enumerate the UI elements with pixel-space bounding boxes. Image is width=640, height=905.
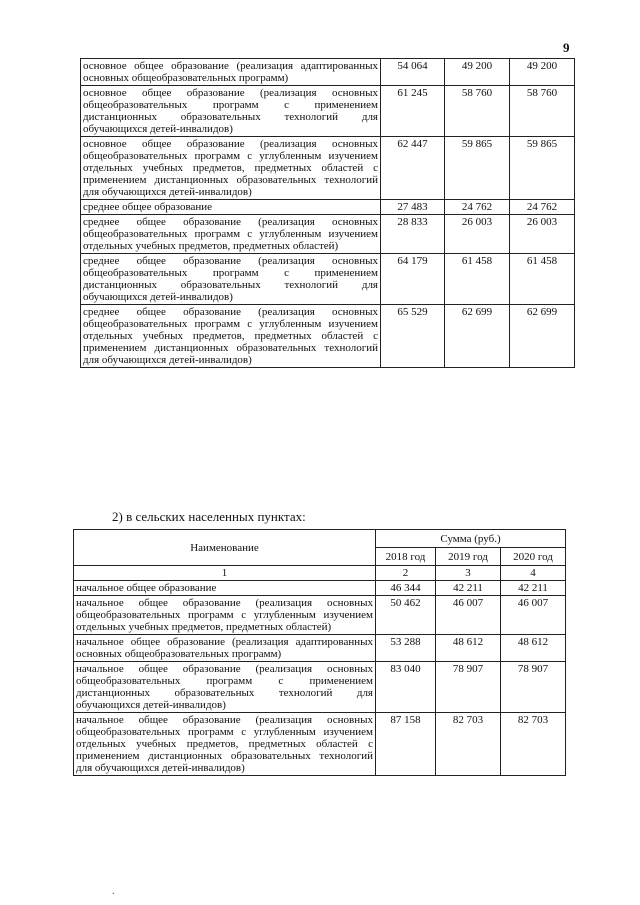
column-numbering-row — [74, 566, 566, 581]
value-2018-cell: 62 447 — [381, 137, 445, 200]
value-2019-cell: 49 200 — [445, 59, 510, 86]
table-row — [81, 137, 575, 200]
value-2018-cell: 46 344 — [376, 581, 436, 596]
column-header-2019: 2019 год — [436, 548, 501, 566]
value-2018-cell: 87 158 — [376, 713, 436, 776]
value-2019-cell: 82 703 — [436, 713, 501, 776]
value-2018-cell: 61 245 — [381, 86, 445, 137]
table-row — [81, 200, 575, 215]
value-2019-cell: 62 699 — [445, 305, 510, 368]
row-name-cell: начальное общее образование (реализация адаптированных основных общеобразовательных программ) — [74, 635, 376, 662]
table-row — [81, 215, 575, 254]
value-2019-cell: 59 865 — [445, 137, 510, 200]
value-2020-cell: 42 211 — [501, 581, 566, 596]
value-2019-cell: 26 003 — [445, 215, 510, 254]
row-name-cell: среднее общее образование (реализация основных общеобразовательных программ с углубленным изучением отдельных учебных предметов, предметных областей с применением дистанционных образовательных технологий для обучающихся детей-инвалидов) — [81, 305, 381, 368]
value-2018-cell: 28 833 — [381, 215, 445, 254]
value-2020-cell: 62 699 — [510, 305, 575, 368]
value-2018-cell: 50 462 — [376, 596, 436, 635]
value-2020-cell: 82 703 — [501, 713, 566, 776]
value-2019-cell: 58 760 — [445, 86, 510, 137]
column-header-sum: Сумма (руб.) — [376, 530, 566, 548]
row-name-cell: среднее общее образование (реализация основных общеобразовательных программ с применением дистанционных образовательных технологий для обучающихся детей-инвалидов) — [81, 254, 381, 305]
table-row — [81, 59, 575, 86]
value-2019-cell: 24 762 — [445, 200, 510, 215]
value-2018-cell: 53 288 — [376, 635, 436, 662]
page-number: 9 — [563, 40, 570, 55]
table-row — [74, 596, 566, 635]
value-2019-cell: 48 612 — [436, 635, 501, 662]
value-2020-cell: 49 200 — [510, 59, 575, 86]
header-row — [74, 530, 566, 548]
row-name-cell: основное общее образование (реализация основных общеобразовательных программ с применением дистанционных образовательных технологий для обучающихся детей-инвалидов) — [81, 86, 381, 137]
row-name-cell: среднее общее образование — [81, 200, 381, 215]
row-name-cell: основное общее образование (реализация основных общеобразовательных программ с углубленным изучением отдельных учебных предметов, предметных областей с применением дистанционных образовательных технологий для обучающихся детей-инвалидов) — [81, 137, 381, 200]
tuition-cost-table-continued — [80, 58, 575, 368]
value-2020-cell: 78 907 — [501, 662, 566, 713]
rural-tuition-cost-table — [73, 529, 566, 776]
row-name-cell: начальное общее образование (реализация основных общеобразовательных программ с углубленным изучением отдельных учебных предметов, предметных областей) — [74, 596, 376, 635]
scan-mark: . — [112, 886, 115, 897]
column-number-1: 1 — [74, 566, 376, 581]
value-2018-cell: 64 179 — [381, 254, 445, 305]
column-number-3: 3 — [436, 566, 501, 581]
table-row — [81, 305, 575, 368]
value-2018-cell: 83 040 — [376, 662, 436, 713]
table-row — [74, 662, 566, 713]
value-2020-cell: 58 760 — [510, 86, 575, 137]
value-2020-cell: 59 865 — [510, 137, 575, 200]
value-2020-cell: 61 458 — [510, 254, 575, 305]
table-row — [74, 713, 566, 776]
column-header-2018: 2018 год — [376, 548, 436, 566]
table-row — [74, 581, 566, 596]
row-name-cell: основное общее образование (реализация адаптированных основных общеобразовательных программ) — [81, 59, 381, 86]
value-2019-cell: 42 211 — [436, 581, 501, 596]
value-2018-cell: 27 483 — [381, 200, 445, 215]
value-2020-cell: 48 612 — [501, 635, 566, 662]
table-row — [81, 86, 575, 137]
value-2019-cell: 46 007 — [436, 596, 501, 635]
row-name-cell: начальное общее образование (реализация основных общеобразовательных программ с применением дистанционных образовательных технологий для обучающихся детей-инвалидов) — [74, 662, 376, 713]
row-name-cell: начальное общее образование (реализация основных общеобразовательных программ с углубленным изучением отдельных учебных предметов, предметных областей с применением дистанционных образовательных технологий для обучающихся детей-инвалидов) — [74, 713, 376, 776]
row-name-cell: среднее общее образование (реализация основных общеобразовательных программ с углубленным изучением отдельных учебных предметов, предметных областей) — [81, 215, 381, 254]
row-name-cell: начальное общее образование — [74, 581, 376, 596]
value-2018-cell: 54 064 — [381, 59, 445, 86]
table-row — [74, 635, 566, 662]
column-number-4: 4 — [501, 566, 566, 581]
value-2020-cell: 26 003 — [510, 215, 575, 254]
value-2019-cell: 61 458 — [445, 254, 510, 305]
column-header-2020: 2020 год — [501, 548, 566, 566]
value-2018-cell: 65 529 — [381, 305, 445, 368]
table-row — [81, 254, 575, 305]
value-2019-cell: 78 907 — [436, 662, 501, 713]
value-2020-cell: 24 762 — [510, 200, 575, 215]
value-2020-cell: 46 007 — [501, 596, 566, 635]
section-heading-rural: 2) в сельских населенных пунктах: — [112, 509, 306, 524]
column-header-name: Наименование — [74, 530, 376, 566]
column-number-2: 2 — [376, 566, 436, 581]
